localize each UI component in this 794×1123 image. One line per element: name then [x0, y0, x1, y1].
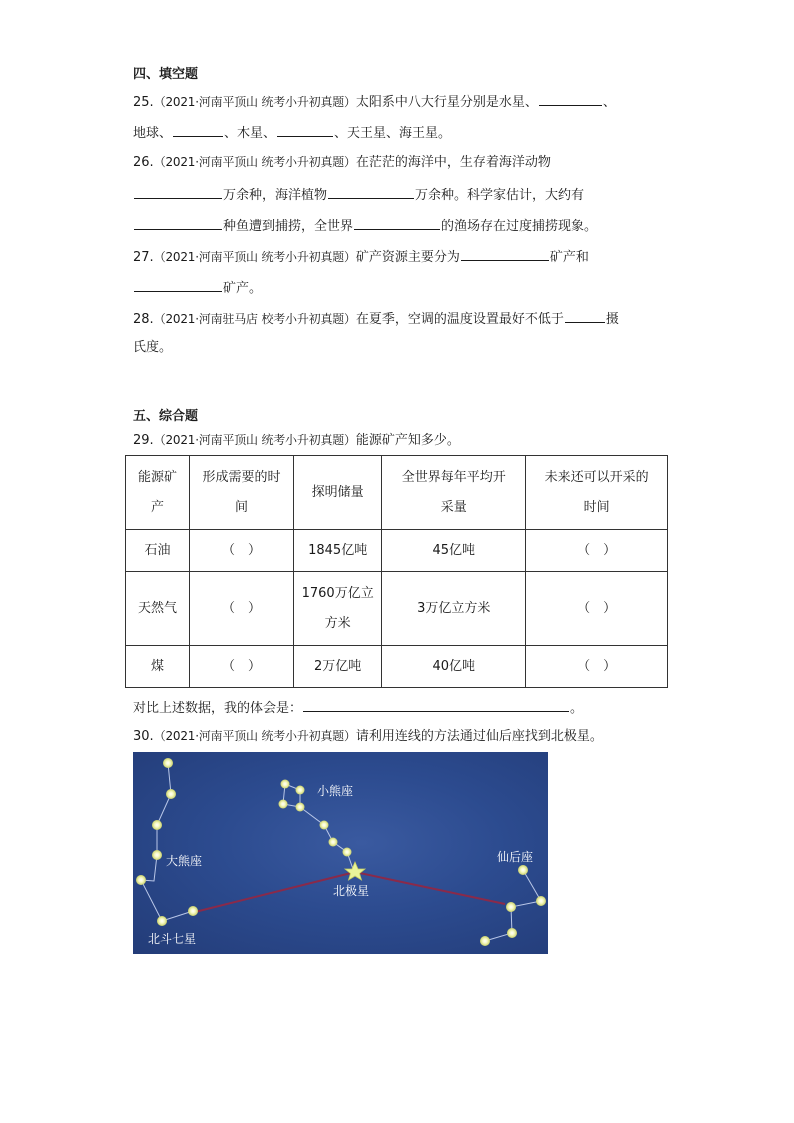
star-icon: [329, 838, 338, 847]
table-row: [126, 530, 668, 572]
cassiopeia-star-dots: [480, 865, 546, 946]
header-cell: 全世界每年平均开 采量: [382, 456, 526, 530]
table-header-row: [126, 456, 668, 530]
cell-name: 天然气: [126, 572, 190, 646]
q28-source: （2021·河南驻马店 校考小升初真题）: [153, 312, 356, 326]
header-cell: 未来还可以开采的 时间: [526, 456, 668, 530]
cell-time-answer[interactable]: （ ）: [190, 646, 294, 688]
q25-blank-1[interactable]: [539, 91, 602, 106]
q27-blank-2[interactable]: [134, 277, 222, 292]
q26-line1: 26.（2021·河南平顶山 统考小升初真题）在茫茫的海洋中，生存着海洋动物: [133, 155, 551, 170]
star-icon: [157, 916, 167, 926]
q28-line1: 28.（2021·河南驻马店 校考小升初真题）在夏季，空调的温度设置最好不低于 摄: [133, 308, 619, 329]
q25-blank-3[interactable]: [277, 122, 333, 137]
q27-line1: 27.（2021·河南平顶山 统考小升初真题）矿产资源主要分为 矿产和: [133, 246, 589, 267]
q27-number: 27.: [133, 250, 154, 265]
cell-future-answer[interactable]: （ ）: [526, 646, 668, 688]
label-polaris: 北极星: [333, 884, 370, 898]
q30-source: （2021·河南平顶山 统考小升初真题）: [153, 729, 356, 743]
q26-line3: 种鱼遭到捕捞，全世界 的渔场存在过度捕捞现象。: [133, 215, 597, 236]
q29-number: 29.: [133, 433, 154, 448]
label-cassiopeia: 仙后座: [497, 850, 534, 864]
q26-source: （2021·河南平顶山 统考小升初真题）: [153, 155, 356, 169]
header-cell: 探明储量: [294, 456, 382, 530]
star-icon: [518, 865, 528, 875]
q25-blank-2[interactable]: [173, 122, 223, 137]
cell-annual: 3万亿立方米: [382, 572, 526, 646]
header-cell: 形成需要的时 间: [190, 456, 294, 530]
q30-number: 30.: [133, 729, 154, 744]
star-icon: [166, 789, 176, 799]
table-row: [126, 646, 668, 688]
star-icon: [296, 786, 305, 795]
q26-number: 26.: [133, 155, 154, 170]
q27-source: （2021·河南平顶山 统考小升初真题）: [153, 250, 356, 264]
q25-text: 太阳系中八大行星分别是水星、: [355, 95, 538, 110]
star-icon: [480, 936, 490, 946]
pointer-line-dipper: [195, 873, 351, 912]
polaris-star-icon: [345, 862, 365, 880]
star-icon: [536, 896, 546, 906]
cell-future-answer[interactable]: （ ）: [526, 572, 668, 646]
q28-number: 28.: [133, 312, 154, 327]
header-cell: 能源矿 产: [126, 456, 190, 530]
big-dipper-stars: [141, 763, 193, 921]
q28-blank-1[interactable]: [565, 308, 605, 323]
star-icon: [296, 803, 305, 812]
star-icon: [152, 850, 162, 860]
star-icon: [506, 902, 516, 912]
star-icon: [343, 848, 352, 857]
star-icon: [281, 780, 290, 789]
cell-reserve: 2万亿吨: [294, 646, 382, 688]
label-big-dipper: 北斗七星: [148, 932, 197, 946]
big-dipper-star-dots: [136, 758, 198, 926]
cell-annual: 40亿吨: [382, 646, 526, 688]
star-icon: [507, 928, 517, 938]
q26-blank-3[interactable]: [134, 215, 222, 230]
star-icon: [188, 906, 198, 916]
q25-source: （2021·河南平顶山 统考小升初真题）: [153, 95, 356, 109]
star-icon: [163, 758, 173, 768]
q27-blank-1[interactable]: [461, 246, 549, 261]
section5-title: 五、综合题: [133, 409, 199, 424]
q25-line2: 地球、 、木星、 、天王星、海王星。: [133, 122, 451, 143]
q25-number: 25.: [133, 95, 154, 110]
pointer-line-cassiopeia: [355, 872, 505, 904]
energy-table: [125, 455, 668, 688]
q26-line2: 万余种，海洋植物 万余种。科学家估计，大约有: [133, 184, 584, 205]
cell-name: 煤: [126, 646, 190, 688]
cell-name: 石油: [126, 530, 190, 572]
q28-line2: 氏度。: [133, 340, 173, 355]
star-icon: [152, 820, 162, 830]
star-icon: [320, 821, 329, 830]
q30-line: 30.（2021·河南平顶山 统考小升初真题）请利用连线的方法通过仙后座找到北极星。: [133, 729, 603, 744]
star-map: [133, 752, 548, 954]
cell-reserve: 1845亿吨: [294, 530, 382, 572]
label-ursa-major: 大熊座: [166, 854, 203, 868]
q29-line: 29.（2021·河南平顶山 统考小升初真题）能源矿产知多少。: [133, 433, 460, 448]
q29-conclusion-blank[interactable]: [303, 697, 569, 712]
q26-blank-4[interactable]: [354, 215, 440, 230]
cell-future-answer[interactable]: （ ）: [526, 530, 668, 572]
q26-blank-1[interactable]: [134, 184, 222, 199]
cell-time-answer[interactable]: （ ）: [190, 572, 294, 646]
cell-annual: 45亿吨: [382, 530, 526, 572]
star-icon: [279, 800, 288, 809]
cell-reserve: 1760万亿立 方米: [294, 572, 382, 646]
q27-line2: 矿产。: [133, 277, 262, 298]
star-icon: [136, 875, 146, 885]
q29-conclusion: 对比上述数据，我的体会是： 。: [133, 697, 583, 718]
q29-source: （2021·河南平顶山 统考小升初真题）: [153, 433, 356, 447]
table-row: [126, 572, 668, 646]
label-little-dipper: 小熊座: [317, 784, 354, 798]
section4-title: 四、填空题: [133, 67, 199, 82]
cell-time-answer[interactable]: （ ）: [190, 530, 294, 572]
q26-blank-2[interactable]: [328, 184, 414, 199]
q25-line1: 25.（2021·河南平顶山 统考小升初真题）太阳系中八大行星分别是水星、 、: [133, 91, 616, 112]
